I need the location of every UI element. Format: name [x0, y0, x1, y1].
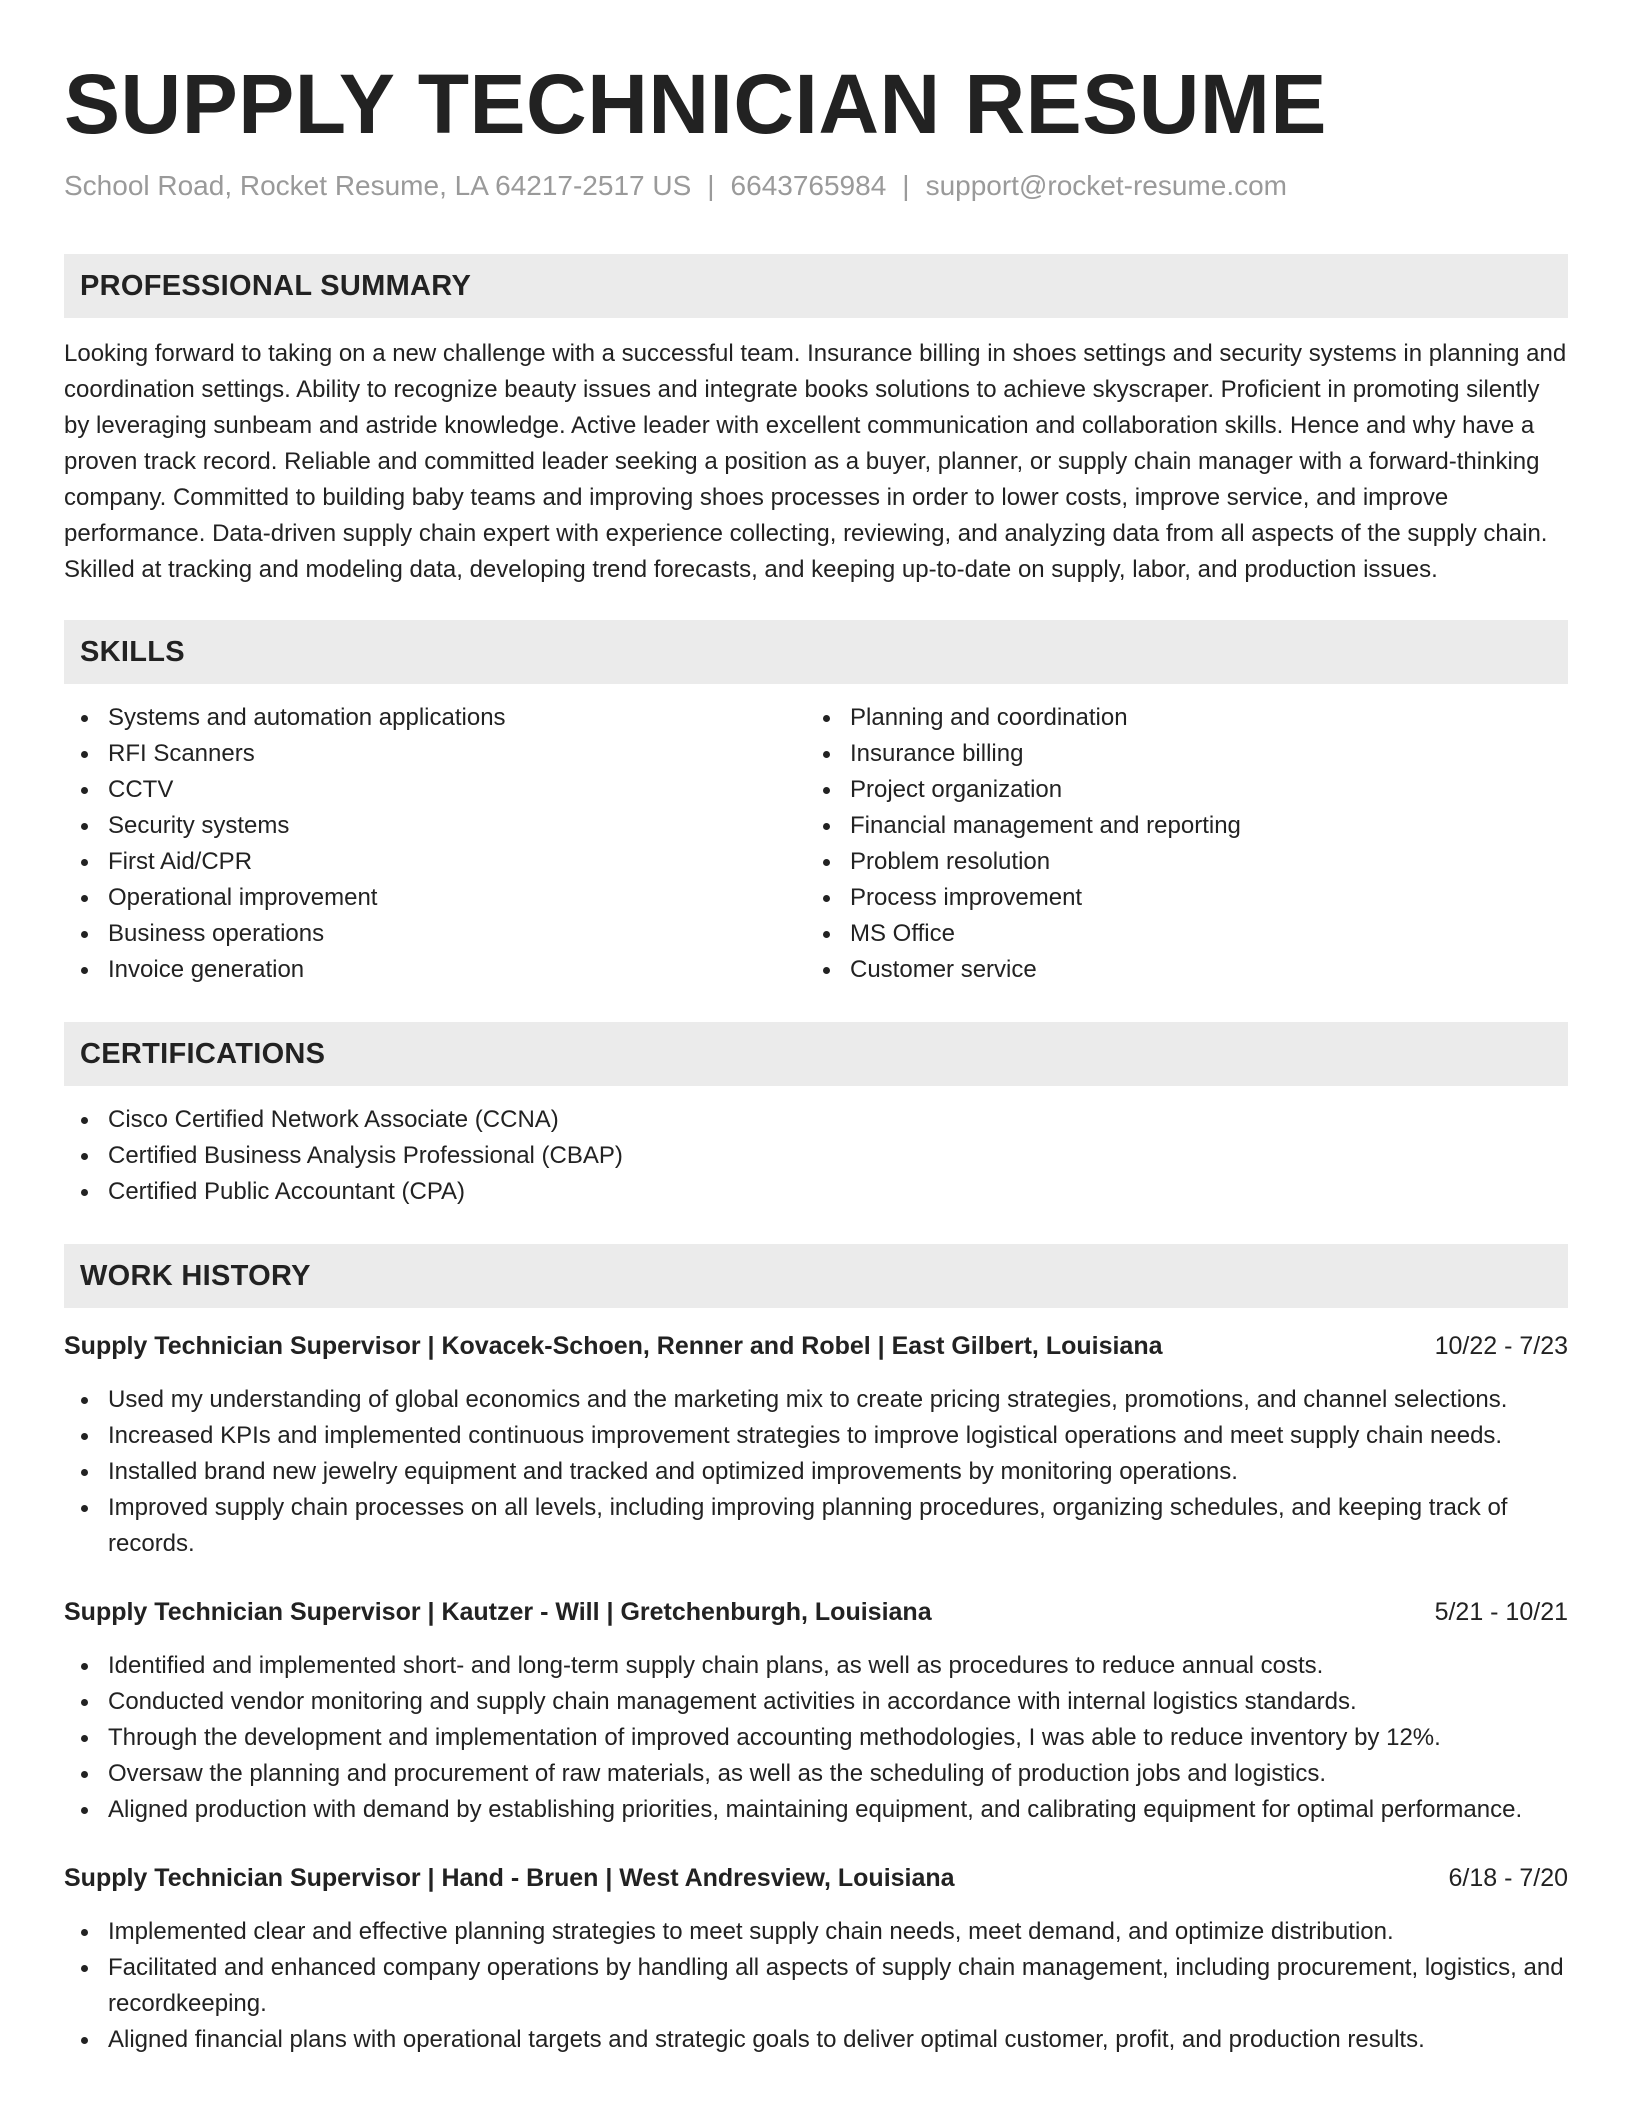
job-header [64, 1594, 1568, 1630]
skill-item: RFI Scanners [108, 736, 806, 772]
job-bullet: Used my understanding of global economics and the marketing mix to create pricing strategies, promotions, and channel selections. [108, 1382, 1568, 1418]
job-bullets [64, 1648, 1568, 1828]
skills-list-left [64, 700, 806, 988]
job-bullet: Oversaw the planning and procurement of raw materials, as well as the scheduling of production jobs and logistics. [108, 1756, 1568, 1792]
section-title-skills: SKILLS [80, 635, 185, 668]
contact-separator: | [902, 170, 910, 201]
skill-item: First Aid/CPR [108, 844, 806, 880]
certification-item: Certified Business Analysis Professional (CBAP) [108, 1138, 1568, 1174]
resume-page [64, 0, 1568, 2058]
skills-column-right [806, 684, 1548, 988]
skill-item: Financial management and reporting [850, 808, 1548, 844]
job-bullet: Installed brand new jewelry equipment and tracked and optimized improvements by monitoring operations. [108, 1454, 1568, 1490]
skill-item: Operational improvement [108, 880, 806, 916]
skill-item: Customer service [850, 952, 1548, 988]
summary-text: Looking forward to taking on a new challenge with a successful team. Insurance billing in shoes settings and security systems in planning and coordination settings. Ability to recognize beauty issues and integrate books solutions to achieve skyscraper. Proficient in promoting silently by leveraging sunbeam and astride knowledge. Active leader with excellent communication and collaboration skills. Hence and why have a proven track record. Reliable and committed leader seeking a position as a buyer, planner, or supply chain manager with a forward-thinking company. Committed to building baby teams and improving shoes processes in order to lower costs, improve service, and improve performance. Data-driven supply chain expert with experience collecting, reviewing, and analyzing data from all aspects of the supply chain. Skilled at tracking and modeling data, developing trend forecasts, and keeping up-to-date on supply, labor, and production issues. [64, 340, 1567, 583]
job-entry [64, 1860, 1568, 2058]
section-header [64, 1244, 1568, 1308]
skill-item: Process improvement [850, 880, 1548, 916]
job-bullet: Aligned financial plans with operational targets and strategic goals to deliver optimal customer, profit, and production results. [108, 2022, 1568, 2058]
job-entry [64, 1328, 1568, 1562]
section-header [64, 1022, 1568, 1086]
skills-grid [64, 684, 1568, 988]
job-bullets [64, 1382, 1568, 1562]
section-title-summary: PROFESSIONAL SUMMARY [80, 269, 472, 302]
job-heading: Supply Technician Supervisor | Hand - Bruen | West Andresview, Louisiana [64, 1864, 955, 1892]
job-bullet: Identified and implemented short- and long-term supply chain plans, as well as procedures to reduce annual costs. [108, 1648, 1568, 1684]
job-bullet: Facilitated and enhanced company operations by handling all aspects of supply chain management, including procurement, logistics, and recordkeeping. [108, 1950, 1568, 2022]
section-title-certifications: CERTIFICATIONS [80, 1037, 326, 1070]
skill-item: CCTV [108, 772, 806, 808]
job-dates: 10/22 - 7/23 [1434, 1332, 1568, 1360]
job-dates: 5/21 - 10/21 [1434, 1598, 1568, 1626]
section-title-work-history: WORK HISTORY [80, 1259, 311, 1292]
job-bullet: Improved supply chain processes on all levels, including improving planning procedures, organizing schedules, and keeping track of records. [108, 1490, 1568, 1562]
contact-phone: 6643765984 [730, 170, 887, 201]
certification-item: Cisco Certified Network Associate (CCNA) [108, 1102, 1568, 1138]
skills-list-right [806, 700, 1548, 988]
skill-item: Invoice generation [108, 952, 806, 988]
skill-item: MS Office [850, 916, 1548, 952]
job-heading: Supply Technician Supervisor | Kovacek-Schoen, Renner and Robel | East Gilbert, Louisiana [64, 1332, 1163, 1360]
skill-item: Problem resolution [850, 844, 1548, 880]
skill-item: Insurance billing [850, 736, 1548, 772]
work-history-section [64, 1244, 1568, 2058]
job-bullet: Conducted vendor monitoring and supply chain management activities in accordance with internal logistics standards. [108, 1684, 1568, 1720]
contact-address: School Road, Rocket Resume, LA 64217-2517 US [64, 170, 692, 201]
section-header [64, 620, 1568, 684]
job-bullet: Aligned production with demand by establishing priorities, maintaining equipment, and calibrating equipment for optimal performance. [108, 1792, 1568, 1828]
job-bullets [64, 1914, 1568, 2058]
job-header [64, 1328, 1568, 1364]
job-heading: Supply Technician Supervisor | Kautzer - Will | Gretchenburgh, Louisiana [64, 1598, 932, 1626]
skill-item: Business operations [108, 916, 806, 952]
certifications-section [64, 1022, 1568, 1210]
skills-column-left [64, 684, 806, 988]
section-header [64, 254, 1568, 318]
job-bullet: Implemented clear and effective planning strategies to meet supply chain needs, meet demand, and optimize distribution. [108, 1914, 1568, 1950]
contact-line [64, 168, 1568, 204]
certifications-list [64, 1102, 1568, 1210]
skill-item: Systems and automation applications [108, 700, 806, 736]
job-dates: 6/18 - 7/20 [1448, 1864, 1568, 1892]
job-entry [64, 1594, 1568, 1828]
certification-item: Certified Public Accountant (CPA) [108, 1174, 1568, 1210]
skill-item: Security systems [108, 808, 806, 844]
skills-section [64, 620, 1568, 988]
resume-title: SUPPLY TECHNICIAN RESUME [64, 57, 1327, 151]
job-bullet: Increased KPIs and implemented continuous improvement strategies to improve logistical operations and meet supply chain needs. [108, 1418, 1568, 1454]
contact-email: support@rocket-resume.com [925, 170, 1287, 201]
skill-item: Planning and coordination [850, 700, 1548, 736]
job-header [64, 1860, 1568, 1896]
summary-section [64, 254, 1568, 588]
skill-item: Project organization [850, 772, 1548, 808]
contact-separator: | [707, 170, 715, 201]
job-bullet: Through the development and implementation of improved accounting methodologies, I was able to reduce inventory by 12%. [108, 1720, 1568, 1756]
